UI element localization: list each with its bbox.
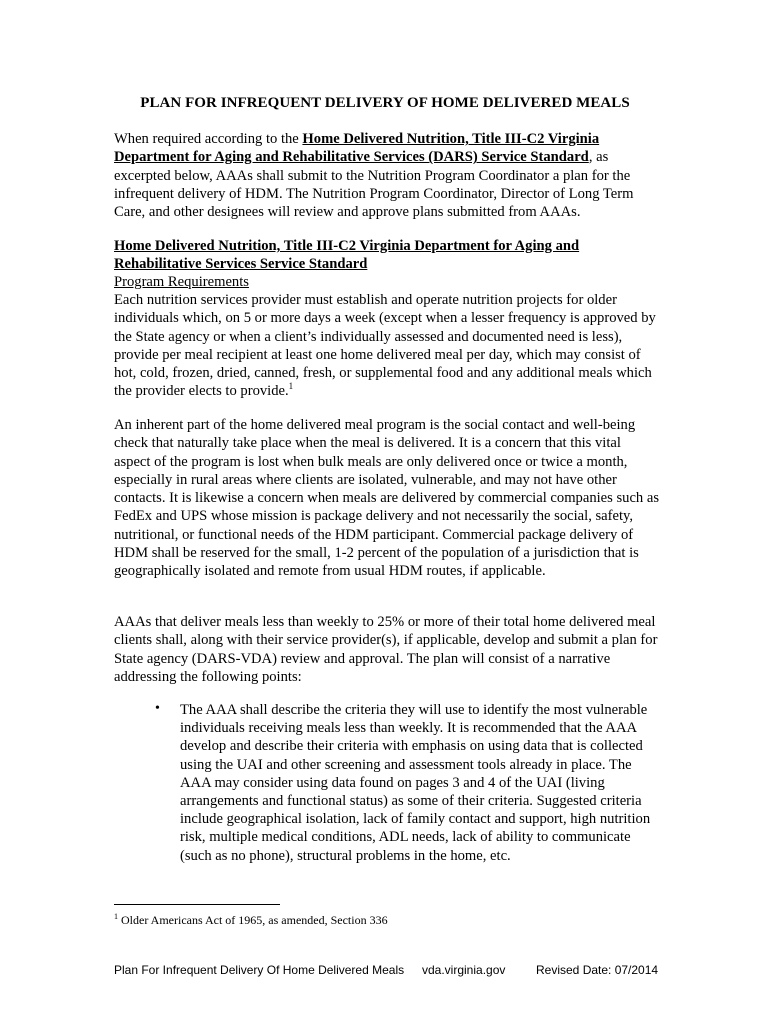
social-contact-paragraph: An inherent part of the home delivered meal program is the social contact and well-being check that naturally take place when the meal is delivered. It is a concern that this vital aspect of the program is lost when bulk meals are only delivered once or twice a month, especially in rural areas where clients are isolated, vulnerable, and may not have other contacts. It is likewise a concern when meals are delivered by commercial companies such as FedEx and UPS whose mission is package delivery and not necessarily the social, safety, nutritional, or functional needs of the HDM participant. Commercial package delivery of HDM shall be reserved for the small, 1-2 percent of the population of a jurisdiction that is geographically isolated and remote from usual HDM routes, if applicable. [114,417,660,580]
program-requirements-text: Each nutrition services provider must establish and operate nutrition projects for older individuals which, on 5 or more days a week (except when a lesser frequency is approved by the State agency or when a client’s individually assessed and documented need is less), provide per meal recipient at least one home delivered meal per day, which may consist of hot, cold, frozen, dried, canned, fresh, or supplemental food and any additional meals which the provider elects to provide. [114,292,656,400]
bullet-icon: • [155,701,160,716]
footnote-text: Older Americans Act of 1965, as amended, Section 336 [118,913,388,927]
intro-paragraph [114,130,660,221]
program-requirements-heading: Program Requirements [114,274,249,290]
footer-website: vda.virginia.gov [422,963,506,977]
intro-text-before: When required according to the [114,131,303,147]
footer-revised-date: Revised Date: 07/2014 [536,963,659,977]
footnote-marker: 1 [114,912,118,921]
aaa-plan-paragraph: AAAs that deliver meals less than weekly to 25% or more of their total home delivered meal clients shall, along with their service provider(s), if applicable, develop and submit a plan for State agency (DARS-VDA) review and approval. The plan will consist of a narrative addressing the following points: [114,614,658,685]
standard-reference: Home Delivered Nutrition, Title III-C2 Virginia Department for Aging and Rehabilitative Services (DARS) Service Standard [114,131,600,166]
intro-text-after: , as excerpted below, AAAs shall submit to the Nutrition Program Coordinator a plan for the infrequent delivery of HDM. The Nutrition Program Coordinator, Director of Long Term Care, and other designees will review and approve plans submitted from AAAs. [114,149,634,221]
footnote-reference: 1 [288,381,294,392]
standard-heading: Home Delivered Nutrition, Title III-C2 Virginia Department for Aging and Rehabilitative Services Service Standard [114,238,580,273]
footnote [114,913,388,927]
footer-document-title: Plan For Infrequent Delivery Of Home Delivered Meals [114,963,405,977]
document-title: PLAN FOR INFREQUENT DELIVERY OF HOME DELIVERED MEALS [140,95,630,111]
footnote-divider [114,904,280,905]
program-requirements-paragraph [114,291,660,401]
bullet-item-criteria: The AAA shall describe the criteria they will use to identify the most vulnerable individuals receiving meals less than weekly. It is recommended that the AAA develop and describe their criteria with emphasis on using data that is collected using the UAI and other screening and assessment tools already in place. The AAA may consider using data found on pages 3 and 4 of the UAI (living arrangements and functional status) as some of their criteria. Suggested criteria include geographical isolation, lack of family contact and support, high nutrition risk, multiple medical conditions, ADL needs, lack of ability to communicate (such as no phone), structural problems in the home, etc. [180,702,651,864]
